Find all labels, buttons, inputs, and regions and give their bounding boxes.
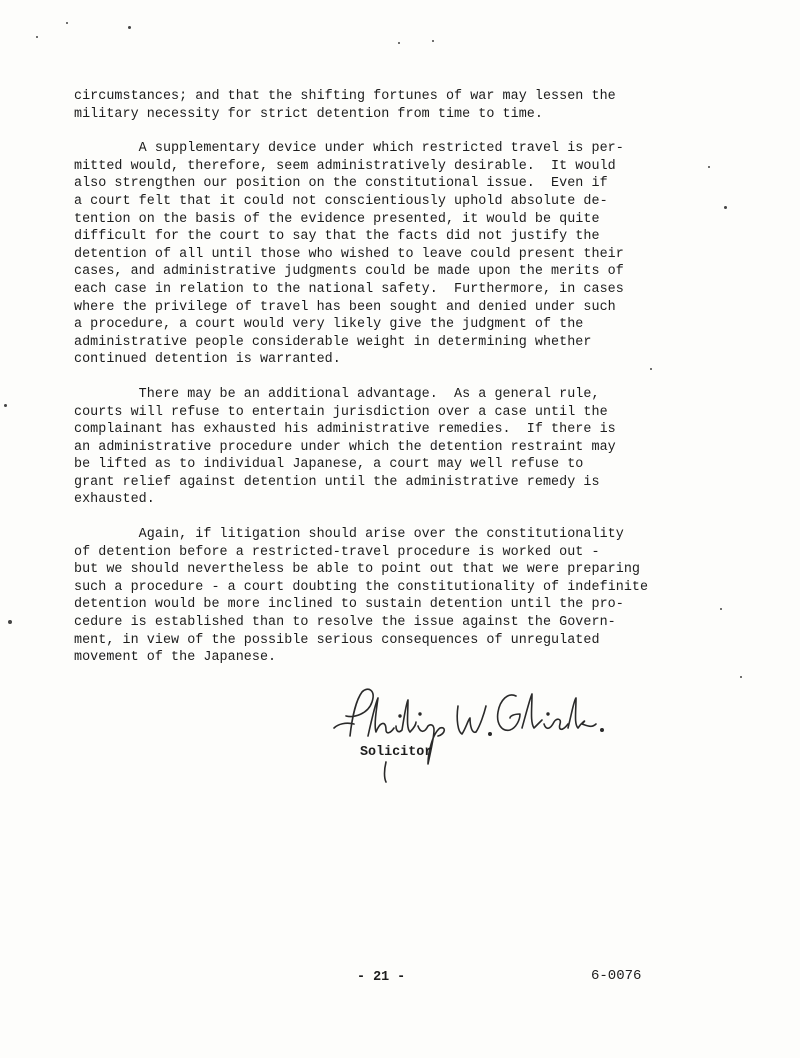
text-line: each case in relation to the national safety. Furthermore, in cases bbox=[74, 281, 624, 297]
text-line: exhausted. bbox=[74, 492, 155, 508]
text-line: mitted would, therefore, seem administratively desirable. It would bbox=[74, 158, 616, 174]
scan-speck bbox=[4, 404, 7, 407]
paragraph-1 bbox=[74, 88, 694, 123]
text-line: A supplementary device under which restricted travel is per- bbox=[74, 141, 624, 157]
page-number: - 21 - bbox=[357, 970, 406, 985]
paragraph-2 bbox=[74, 140, 694, 369]
text-line: grant relief against detention until the administrative remedy is bbox=[74, 474, 600, 490]
text-line: administrative people considerable weight in determining whether bbox=[74, 334, 592, 350]
scan-speck bbox=[398, 42, 400, 44]
scan-speck bbox=[708, 166, 710, 168]
text-line: courts will refuse to entertain jurisdiction over a case until the bbox=[74, 404, 608, 420]
document-id: 6-0076 bbox=[591, 968, 642, 984]
text-line: There may be an additional advantage. As a general rule, bbox=[74, 386, 600, 402]
text-line: a court felt that it could not conscientiously uphold absolute de- bbox=[74, 193, 608, 209]
text-line: be lifted as to individual Japanese, a court may well refuse to bbox=[74, 457, 584, 473]
scan-speck bbox=[128, 26, 131, 29]
scan-speck bbox=[724, 206, 727, 209]
text-line: tention on the basis of the evidence presented, it would be quite bbox=[74, 211, 600, 227]
text-line: movement of the Japanese. bbox=[74, 650, 277, 666]
text-line: where the privilege of travel has been sought and denied under such bbox=[74, 299, 616, 315]
paragraph-3 bbox=[74, 386, 694, 509]
text-line: also strengthen our position on the constitutional issue. Even if bbox=[74, 176, 608, 192]
text-line: complainant has exhausted his administrative remedies. If there is bbox=[74, 422, 616, 438]
text-line: circumstances; and that the shifting fortunes of war may lessen the bbox=[74, 89, 616, 104]
text-line: detention would be more inclined to sustain detention until the pro- bbox=[74, 597, 624, 613]
scan-speck bbox=[36, 36, 38, 38]
signature-block bbox=[310, 678, 610, 788]
text-line: cedure is established than to resolve the issue against the Govern- bbox=[74, 615, 616, 631]
scan-speck bbox=[8, 620, 12, 624]
scan-speck bbox=[432, 40, 434, 42]
scan-speck bbox=[740, 676, 742, 678]
text-line: a procedure, a court would very likely give the judgment of the bbox=[74, 317, 584, 333]
text-line: ment, in view of the possible serious consequences of unregulated bbox=[74, 632, 600, 648]
text-line: difficult for the court to say that the facts did not justify the bbox=[74, 229, 600, 245]
text-line: cases, and administrative judgments could be made upon the merits of bbox=[74, 264, 624, 280]
text-line: of detention before a restricted-travel procedure is worked out - bbox=[74, 544, 600, 560]
text-line: Again, if litigation should arise over the constitutionality bbox=[74, 527, 624, 543]
text-line: continued detention is warranted. bbox=[74, 352, 341, 368]
text-line: an administrative procedure under which the detention restraint may bbox=[74, 439, 616, 455]
memo-body bbox=[74, 88, 694, 684]
paragraph-4 bbox=[74, 526, 694, 667]
text-line: detention of all until those who wished to leave could present their bbox=[74, 246, 624, 262]
text-line: but we should nevertheless be able to point out that we were preparing bbox=[74, 562, 640, 578]
handwritten-signature bbox=[310, 678, 610, 788]
text-line: such a procedure - a court doubting the constitutionality of indefinite bbox=[74, 579, 649, 595]
scan-speck bbox=[720, 608, 722, 610]
scan-speck bbox=[650, 368, 652, 370]
text-line: military necessity for strict detention from time to time. bbox=[74, 106, 543, 122]
signer-title: Solicitor bbox=[360, 745, 433, 760]
scan-speck bbox=[66, 22, 68, 24]
